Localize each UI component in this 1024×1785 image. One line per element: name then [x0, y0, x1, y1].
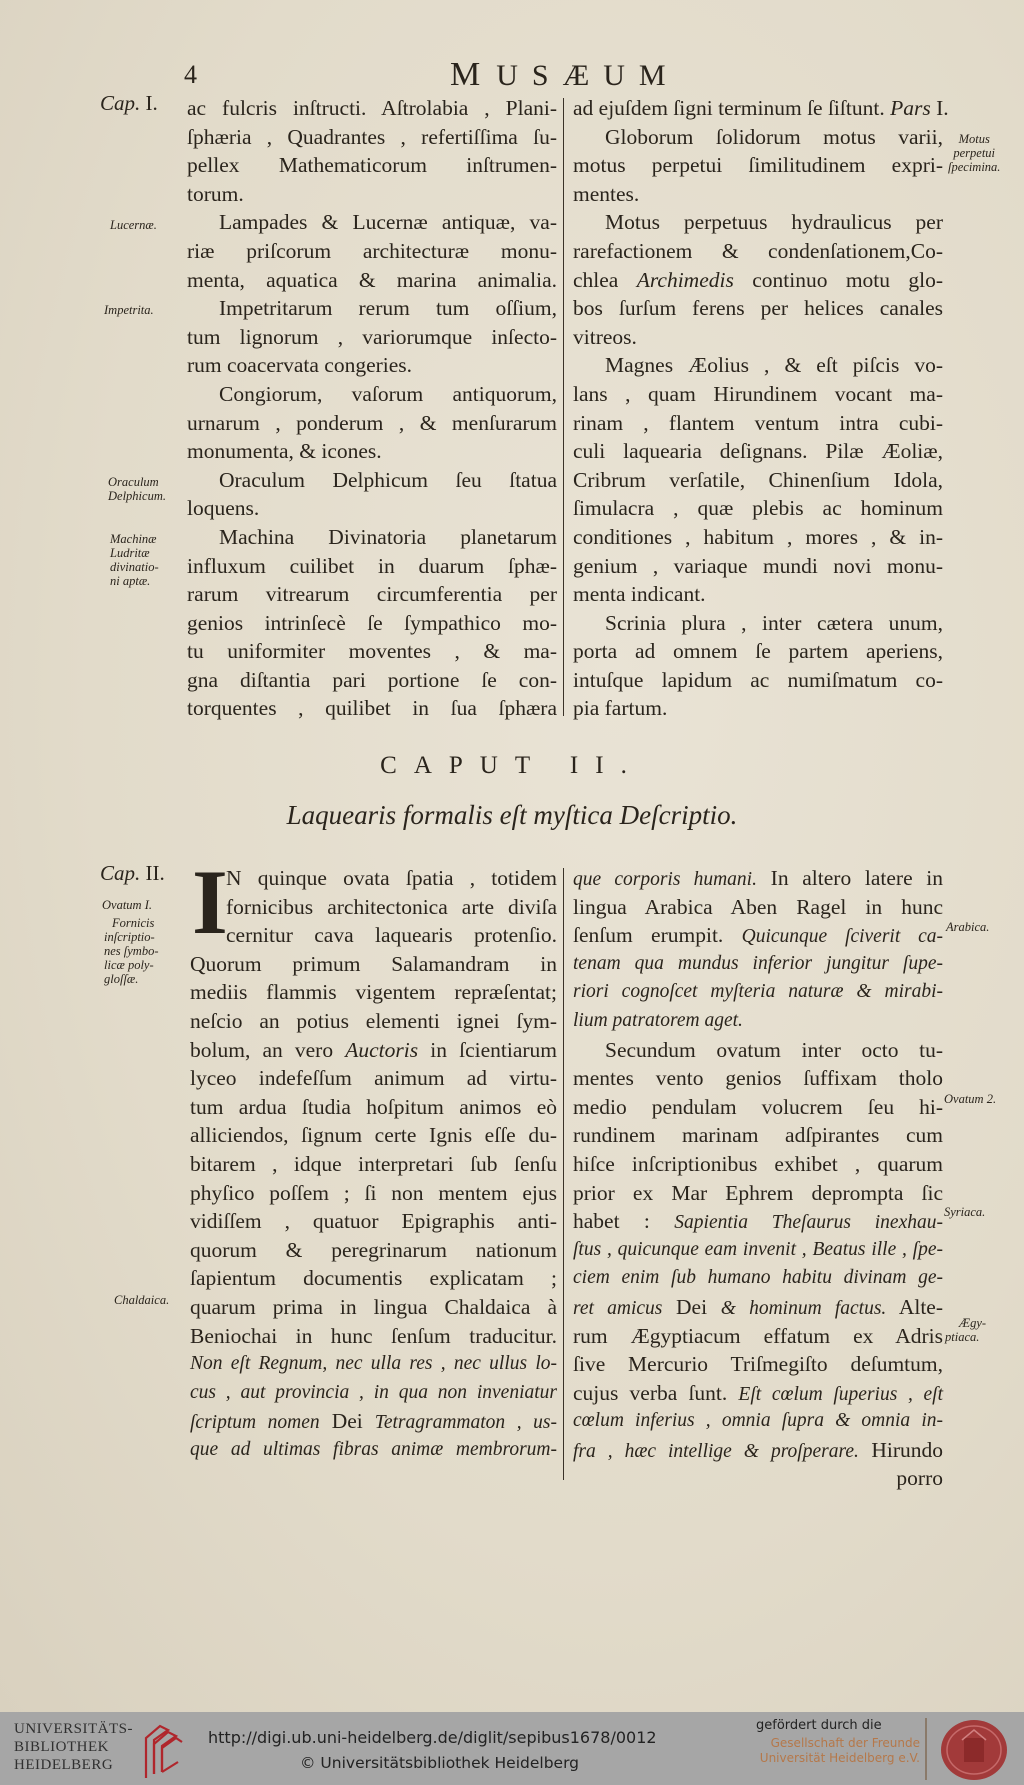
text-line: pellex Mathematicorum inſtrumen-: [187, 153, 557, 178]
margin-note-oraculum: Oraculum Delphicum.: [108, 475, 166, 503]
text-line: influxum cuilibet in duarum ſphæ-: [187, 553, 557, 578]
text-line: mentes.: [573, 181, 640, 206]
chapter-title: CAPUT II.: [380, 752, 644, 779]
column-divider-top: [563, 98, 564, 716]
text-line: genios intrinſecè ſe ſympathico mo-: [187, 610, 557, 635]
footer-bar: [0, 1712, 1024, 1785]
text-line: vidiſſem , quatuor Epigraphis anti-: [190, 1209, 557, 1234]
margin-note-impetrita: Impetrita.: [104, 303, 154, 317]
text-line: ad ejuſdem ſigni terminum ſe ſiſtunt. Pars I.: [573, 96, 949, 120]
footer-divider: [925, 1718, 927, 1780]
text-line: torum.: [187, 181, 244, 206]
column-divider-bottom: [563, 868, 564, 1480]
text-line: chlea Archimedis continuo motu glo-: [573, 267, 943, 292]
text-line: ciem enim ſub humano habitu divinam ge-: [573, 1267, 943, 1289]
text-line: ſapientum documentis explicatam ;: [190, 1266, 557, 1291]
text-line: ſtus , quicunque eam invenit , Beatus ille , ſpe-: [573, 1238, 943, 1260]
text-line: Impetritarum rerum tum oſſium,: [219, 296, 557, 321]
running-title: [450, 56, 680, 94]
drop-cap: I: [192, 851, 228, 953]
text-line: lans , quam Hirundinem vocant ma-: [573, 381, 943, 406]
margin-note-ovatum2: Ovatum 2.: [944, 1092, 997, 1106]
text-line: ſcriptum nomen Dei Tetragrammaton , us-: [190, 1409, 557, 1434]
text-line: Secundum ovatum inter octo tu-: [605, 1037, 943, 1062]
right-column-bottom: [573, 864, 943, 1493]
text-line: fra , hæc intellige & proſperare. Hirundo: [573, 1437, 944, 1462]
text-line: rarefactionem & condenſationem,Co-: [573, 238, 943, 263]
library-logo-icon: [138, 1722, 188, 1780]
text-line: conditiones , habitum , mores , & in-: [573, 524, 943, 549]
text-line: Non eſt Regnum, nec ulla res , nec ullus lo-: [190, 1353, 557, 1375]
page-number: 4: [184, 60, 197, 89]
text-line: medio pendulam volucrem ſeu hi-: [573, 1094, 943, 1119]
left-column-bottom: [190, 851, 557, 1464]
text-line: ſive Mercurio Triſmegiſto deſumtum,: [573, 1352, 943, 1377]
text-line: genium , variaque mundi novi monu-: [573, 553, 943, 578]
text-line: intuſque lapidum ac numiſmatum co-: [573, 667, 943, 692]
text-line: Quorum primum Salamandram in: [190, 951, 557, 976]
text-line: cernitur cava laquearis protenſio.: [226, 923, 557, 948]
text-line: rundinem marinam adſpirantes cum: [573, 1123, 943, 1148]
text-line: Oraculum Delphicum ſeu ſtatua: [219, 467, 557, 492]
text-line: lyceo indefeſſum animum ad virtu-: [190, 1066, 557, 1091]
text-line: habet : Sapientia Theſaurus inexhau-: [573, 1209, 943, 1234]
library-name: UNIVERSITÄTS- BIBLIOTHEK HEIDELBERG: [14, 1721, 133, 1773]
text-line: urnarum , ponderum , & menſurarum: [187, 410, 557, 435]
margin-note-syriaca: Syriaca.: [944, 1205, 986, 1219]
text-line: fornicibus architectonica arte diviſa: [226, 894, 557, 919]
text-line: ſenſum erumpit. Quicunque ſciverit ca-: [573, 923, 943, 948]
text-line: ret amicus Dei & hominum factus. Alte-: [573, 1294, 943, 1319]
text-line: menta indicant.: [573, 582, 706, 607]
text-line: vitreos.: [573, 324, 637, 349]
text-line: riæ priſcorum architecturæ monu-: [187, 238, 557, 263]
sponsor-label: gefördert durch die: [756, 1718, 882, 1733]
text-line: lingua Arabica Aben Ragel in hunc: [573, 894, 943, 919]
text-line: quorum & peregrinarum nationum: [190, 1237, 557, 1262]
text-line: bolum, an vero Auctoris in ſcientiarum: [190, 1037, 557, 1062]
text-line: rum Ægyptiacum effatum ex Adris: [573, 1323, 943, 1348]
text-line: culi laquearia deſignans. Pilæ Æoliæ,: [573, 439, 943, 464]
text-line: rinam , flantem ventum intra cubi-: [573, 410, 943, 435]
text-line: tenam qua mundus inferior jungitur ſupe-: [573, 952, 943, 974]
text-line: ſimulacra , quæ plebis ac hominum: [573, 496, 943, 521]
catchword: porro: [896, 1466, 943, 1491]
text-line: Motus perpetuus hydraulicus per: [605, 210, 943, 235]
left-column-top: [187, 94, 557, 723]
text-line: prior ex Mar Ephrem deprompta ſic: [573, 1180, 943, 1205]
text-line: neſcio an potius elementi ignei ſym-: [190, 1008, 557, 1033]
text-line: menta, aquatica & marina animalia.: [187, 267, 557, 292]
university-seal-icon: [938, 1718, 1010, 1782]
text-line: N quinque ovata ſpatia , totidem: [226, 866, 557, 890]
text-line: Machina Divinatoria planetarum: [219, 524, 557, 549]
text-line: ſphæria , Quadrantes , refertiſſima ſu-: [187, 124, 557, 149]
text-line: cujus verba ſunt. Eſt cœlum ſuperius , eſt: [573, 1380, 943, 1405]
text-line: Lampades & Lucernæ antiquæ, va-: [219, 210, 557, 235]
text-line: porta ad omnem ſe partem aperiens,: [573, 639, 943, 664]
text-line: cœlum inferius , omnia ſupra & omnia in-: [573, 1410, 943, 1432]
margin-note-aegyptiaca: Ægy- ptiaca.: [945, 1316, 987, 1344]
sponsor-name: Gesellschaft der Freunde Universität Heidelberg e.V.: [759, 1736, 920, 1765]
text-line: lium patratorem aget.: [573, 1009, 743, 1031]
text-line: torquentes , quilibet in ſua ſphæra: [187, 696, 557, 721]
margin-note-arabica: Arabica.: [946, 920, 990, 934]
margin-note-cap2: Cap. II.: [100, 861, 165, 885]
text-line: tu uniformiter moventes , & ma-: [187, 639, 557, 664]
text-line: Cribrum verſatile, Chinenſium Idola,: [573, 467, 943, 492]
text-line: que corporis humani. In altero latere in: [573, 866, 944, 890]
text-line: Globorum ſolidorum motus varii,: [605, 124, 943, 149]
text-line: alliciendos, ſignum certe Ignis eſſe du-: [190, 1123, 557, 1148]
copyright-notice: © Universitätsbibliothek Heidelberg: [300, 1754, 580, 1772]
margin-note-fornicis: Fornicis inſcriptio- nes ſymbo- licæ poly- gloſſæ.: [104, 916, 159, 986]
text-line: riori cognoſcet myſteria naturæ & mirabi-: [573, 981, 943, 1003]
text-line: bos ſurſum ferens per helices canales: [573, 296, 943, 321]
margin-note-machinae: Machinæ Ludritæ divinatio- ni aptæ.: [110, 532, 159, 588]
text-line: tum lignorum , variorumque inſecto-: [187, 324, 557, 349]
text-line: Scrinia plura , inter cætera unum,: [605, 610, 943, 635]
text-line: bitarem , idque interpretari ſub ſenſu: [190, 1151, 557, 1176]
text-line: motus perpetui ſimilitudinem expri-: [573, 153, 943, 178]
running-title-initial: M: [450, 56, 497, 93]
margin-note-cap1: Cap. I.: [100, 91, 158, 115]
text-line: pia fartum.: [573, 696, 668, 721]
margin-note-lucernae: Lucernæ.: [110, 218, 157, 232]
text-line: hiſce inſcriptionibus exhibet , quarum: [573, 1151, 943, 1176]
right-column-top: [573, 94, 949, 723]
margin-note-chaldaica: Chaldaica.: [114, 1293, 170, 1307]
text-line: Beniochai in hunc ſenſum traducitur.: [190, 1323, 557, 1348]
text-line: ac fulcris inſtructi. Aſtrolabia , Plani-: [187, 96, 557, 120]
text-line: que ad ultimas fibras animæ membrorum-: [190, 1438, 557, 1460]
text-line: rarum vitrearum circumferentia per: [187, 582, 557, 607]
text-line: mentes vento genios ſuffixam tholo: [573, 1066, 943, 1091]
text-line: monumenta, & icones.: [187, 439, 382, 464]
text-line: gna diſtantia pari portione ſe con-: [187, 667, 557, 692]
text-line: mediis flammis vigentem repræſentat;: [190, 980, 557, 1005]
permalink-url[interactable]: http://digi.ub.uni-heidelberg.de/diglit/sepibus1678/0012: [208, 1728, 657, 1747]
text-line: cus , aut provincia , in qua non inveniatur: [190, 1381, 557, 1403]
text-line: rum coacervata congeries.: [187, 353, 413, 378]
text-line: loquens.: [187, 496, 260, 521]
running-title-rest: USÆUM: [496, 59, 680, 92]
text-line: Congiorum, vaſorum antiquorum,: [219, 381, 557, 406]
chapter-subtitle: Laquearis formalis eſt myſtica Deſcriptio.: [286, 800, 738, 830]
text-line: tum ardua ſtudia hoſpitum animos eò: [190, 1094, 557, 1119]
text-line: quarum prima in lingua Chaldaica à: [190, 1294, 557, 1319]
margin-note-ovatum1: Ovatum I.: [102, 898, 152, 912]
margin-note-motus: Motus perpetui ſpecimina.: [948, 132, 1001, 174]
text-line: phyſico poſſem ; ſi non mentem ejus: [190, 1180, 557, 1205]
text-line: Magnes Æolius , & eſt piſcis vo-: [605, 353, 943, 378]
